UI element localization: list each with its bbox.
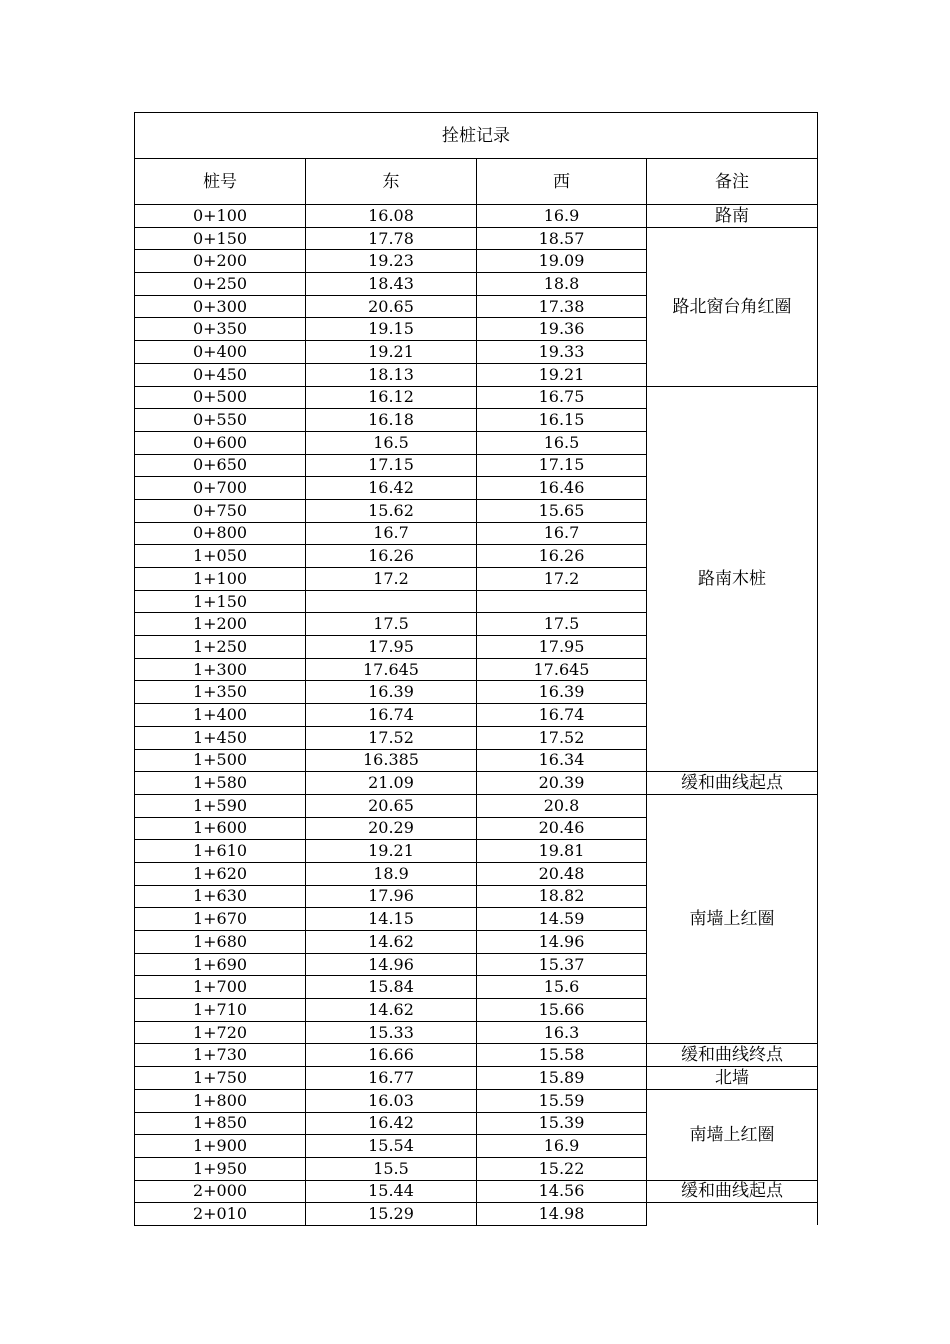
west-value-cell: 14.59 <box>477 908 647 931</box>
station-cell: 1+680 <box>135 931 306 954</box>
east-value-cell: 17.15 <box>306 454 477 477</box>
west-value-cell: 17.52 <box>477 726 647 749</box>
station-cell: 1+800 <box>135 1089 306 1112</box>
station-cell: 0+100 <box>135 205 306 228</box>
west-value-cell: 17.15 <box>477 454 647 477</box>
west-value-cell: 19.09 <box>477 250 647 273</box>
station-cell: 1+700 <box>135 976 306 999</box>
remark-cell: 缓和曲线起点 <box>647 772 818 795</box>
east-value-cell: 18.9 <box>306 862 477 885</box>
west-value-cell: 16.26 <box>477 545 647 568</box>
west-value-cell: 16.75 <box>477 386 647 409</box>
east-value-cell: 17.78 <box>306 227 477 250</box>
east-value-cell: 15.33 <box>306 1021 477 1044</box>
station-cell: 1+900 <box>135 1135 306 1158</box>
east-value-cell: 16.26 <box>306 545 477 568</box>
remark-cell: 缓和曲线起点 <box>647 1180 818 1203</box>
station-cell: 0+500 <box>135 386 306 409</box>
west-value-cell <box>477 590 647 613</box>
station-cell: 1+150 <box>135 590 306 613</box>
station-cell: 0+600 <box>135 431 306 454</box>
station-cell: 1+250 <box>135 636 306 659</box>
station-cell: 1+850 <box>135 1112 306 1135</box>
station-cell: 1+950 <box>135 1157 306 1180</box>
east-value-cell: 20.65 <box>306 794 477 817</box>
east-value-cell: 14.96 <box>306 953 477 976</box>
station-cell: 1+670 <box>135 908 306 931</box>
east-value-cell: 16.5 <box>306 431 477 454</box>
station-cell: 0+750 <box>135 499 306 522</box>
station-cell: 0+550 <box>135 409 306 432</box>
west-value-cell: 19.33 <box>477 341 647 364</box>
table-row <box>135 1044 818 1067</box>
west-value-cell: 17.645 <box>477 658 647 681</box>
remark-cell: 南墙上红圈 <box>647 1089 818 1180</box>
station-cell: 1+690 <box>135 953 306 976</box>
east-value-cell: 19.21 <box>306 840 477 863</box>
station-cell: 0+350 <box>135 318 306 341</box>
east-value-cell: 17.645 <box>306 658 477 681</box>
station-cell: 1+580 <box>135 772 306 795</box>
west-value-cell: 20.48 <box>477 862 647 885</box>
west-value-cell: 19.36 <box>477 318 647 341</box>
table-body <box>135 113 818 1226</box>
east-value-cell <box>306 590 477 613</box>
station-cell: 1+590 <box>135 794 306 817</box>
west-value-cell: 14.96 <box>477 931 647 954</box>
east-value-cell: 14.62 <box>306 931 477 954</box>
header-west: 西 <box>477 159 647 205</box>
station-cell: 1+750 <box>135 1067 306 1090</box>
west-value-cell: 15.37 <box>477 953 647 976</box>
east-value-cell: 20.65 <box>306 295 477 318</box>
station-cell: 0+300 <box>135 295 306 318</box>
station-cell: 0+150 <box>135 227 306 250</box>
remark-cell: 路南 <box>647 205 818 228</box>
west-value-cell: 15.58 <box>477 1044 647 1067</box>
station-cell: 1+100 <box>135 568 306 591</box>
west-value-cell: 15.59 <box>477 1089 647 1112</box>
table-row <box>135 386 818 409</box>
station-cell: 1+500 <box>135 749 306 772</box>
west-value-cell: 18.57 <box>477 227 647 250</box>
west-value-cell: 16.3 <box>477 1021 647 1044</box>
east-value-cell: 16.08 <box>306 205 477 228</box>
west-value-cell: 20.46 <box>477 817 647 840</box>
east-value-cell: 16.03 <box>306 1089 477 1112</box>
station-cell: 0+650 <box>135 454 306 477</box>
west-value-cell: 16.74 <box>477 704 647 727</box>
east-value-cell: 16.74 <box>306 704 477 727</box>
station-cell: 1+630 <box>135 885 306 908</box>
header-station: 桩号 <box>135 159 306 205</box>
header-east: 东 <box>306 159 477 205</box>
table-row <box>135 1089 818 1112</box>
west-value-cell: 14.56 <box>477 1180 647 1203</box>
station-cell: 1+710 <box>135 999 306 1022</box>
remark-cell: 北墙 <box>647 1067 818 1090</box>
west-value-cell: 20.39 <box>477 772 647 795</box>
west-value-cell: 16.15 <box>477 409 647 432</box>
east-value-cell: 16.39 <box>306 681 477 704</box>
station-cell: 0+200 <box>135 250 306 273</box>
table-row <box>135 1067 818 1090</box>
east-value-cell: 16.7 <box>306 522 477 545</box>
east-value-cell: 15.84 <box>306 976 477 999</box>
west-value-cell: 16.5 <box>477 431 647 454</box>
station-cell: 1+600 <box>135 817 306 840</box>
east-value-cell: 14.62 <box>306 999 477 1022</box>
station-cell: 0+800 <box>135 522 306 545</box>
station-cell: 0+400 <box>135 341 306 364</box>
east-value-cell: 17.95 <box>306 636 477 659</box>
station-cell: 1+730 <box>135 1044 306 1067</box>
east-value-cell: 16.42 <box>306 477 477 500</box>
west-value-cell: 17.2 <box>477 568 647 591</box>
station-cell: 2+010 <box>135 1203 306 1226</box>
west-value-cell: 17.95 <box>477 636 647 659</box>
east-value-cell: 17.96 <box>306 885 477 908</box>
station-cell: 1+300 <box>135 658 306 681</box>
west-value-cell: 16.46 <box>477 477 647 500</box>
header-remark: 备注 <box>647 159 818 205</box>
table-row <box>135 205 818 228</box>
east-value-cell: 15.54 <box>306 1135 477 1158</box>
east-value-cell: 17.2 <box>306 568 477 591</box>
west-value-cell: 19.81 <box>477 840 647 863</box>
station-cell: 1+200 <box>135 613 306 636</box>
remark-cell: 缓和曲线终点 <box>647 1044 818 1067</box>
west-value-cell: 15.22 <box>477 1157 647 1180</box>
west-value-cell: 15.39 <box>477 1112 647 1135</box>
east-value-cell: 16.12 <box>306 386 477 409</box>
table-row <box>135 227 818 250</box>
east-value-cell: 17.5 <box>306 613 477 636</box>
east-value-cell: 18.13 <box>306 363 477 386</box>
west-value-cell: 16.9 <box>477 205 647 228</box>
west-value-cell: 18.82 <box>477 885 647 908</box>
station-cell: 0+450 <box>135 363 306 386</box>
east-value-cell: 16.66 <box>306 1044 477 1067</box>
west-value-cell: 17.38 <box>477 295 647 318</box>
remark-cell <box>647 1203 818 1226</box>
table-title: 拴桩记录 <box>135 113 818 159</box>
remark-cell: 路南木桩 <box>647 386 818 772</box>
title-row <box>135 113 818 159</box>
east-value-cell: 20.29 <box>306 817 477 840</box>
table-row <box>135 794 818 817</box>
west-value-cell: 16.9 <box>477 1135 647 1158</box>
east-value-cell: 19.23 <box>306 250 477 273</box>
station-cell: 1+350 <box>135 681 306 704</box>
west-value-cell: 16.39 <box>477 681 647 704</box>
remark-cell: 南墙上红圈 <box>647 794 818 1044</box>
west-value-cell: 15.65 <box>477 499 647 522</box>
west-value-cell: 14.98 <box>477 1203 647 1226</box>
east-value-cell: 19.15 <box>306 318 477 341</box>
station-cell: 1+610 <box>135 840 306 863</box>
west-value-cell: 20.8 <box>477 794 647 817</box>
station-cell: 0+250 <box>135 273 306 296</box>
east-value-cell: 15.44 <box>306 1180 477 1203</box>
west-value-cell: 16.7 <box>477 522 647 545</box>
east-value-cell: 16.42 <box>306 1112 477 1135</box>
remark-cell: 路北窗台角红圈 <box>647 227 818 386</box>
east-value-cell: 15.62 <box>306 499 477 522</box>
station-cell: 1+050 <box>135 545 306 568</box>
table-row <box>135 1180 818 1203</box>
west-value-cell: 19.21 <box>477 363 647 386</box>
header-row <box>135 159 818 205</box>
station-cell: 1+450 <box>135 726 306 749</box>
east-value-cell: 19.21 <box>306 341 477 364</box>
west-value-cell: 15.89 <box>477 1067 647 1090</box>
east-value-cell: 16.77 <box>306 1067 477 1090</box>
west-value-cell: 16.34 <box>477 749 647 772</box>
east-value-cell: 14.15 <box>306 908 477 931</box>
table-row <box>135 772 818 795</box>
east-value-cell: 18.43 <box>306 273 477 296</box>
east-value-cell: 15.5 <box>306 1157 477 1180</box>
stake-record-table <box>134 112 818 1226</box>
east-value-cell: 16.385 <box>306 749 477 772</box>
station-cell: 2+000 <box>135 1180 306 1203</box>
east-value-cell: 17.52 <box>306 726 477 749</box>
west-value-cell: 18.8 <box>477 273 647 296</box>
station-cell: 0+700 <box>135 477 306 500</box>
east-value-cell: 15.29 <box>306 1203 477 1226</box>
west-value-cell: 17.5 <box>477 613 647 636</box>
station-cell: 1+620 <box>135 862 306 885</box>
station-cell: 1+400 <box>135 704 306 727</box>
west-value-cell: 15.66 <box>477 999 647 1022</box>
east-value-cell: 21.09 <box>306 772 477 795</box>
station-cell: 1+720 <box>135 1021 306 1044</box>
table-row <box>135 1203 818 1226</box>
east-value-cell: 16.18 <box>306 409 477 432</box>
west-value-cell: 15.6 <box>477 976 647 999</box>
